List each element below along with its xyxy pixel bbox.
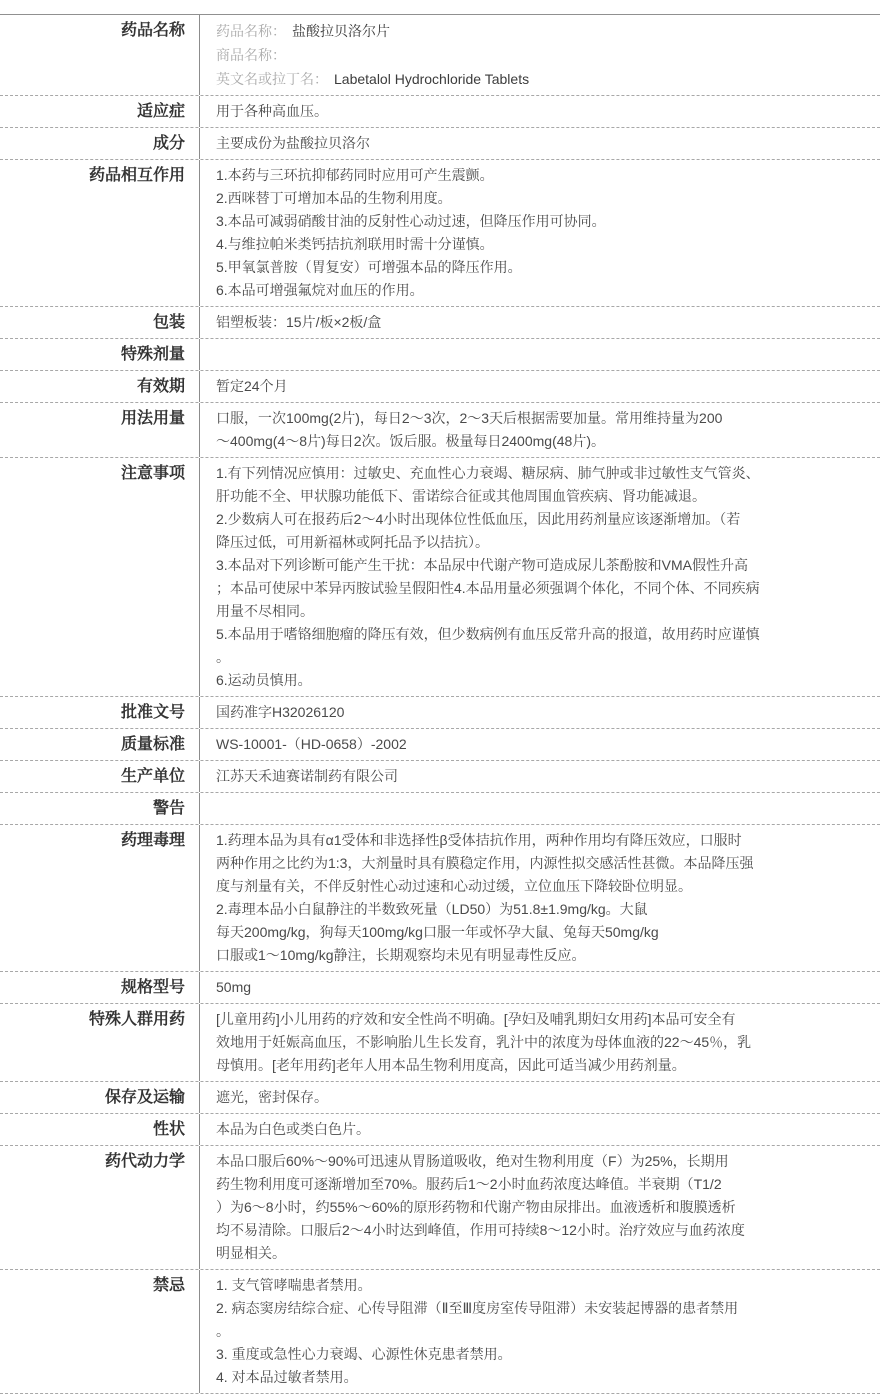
content-line: 药生物利用度可逐渐增加至70%。服药后1～2小时血药浓度达峰值。半衰期（T1/2	[216, 1176, 722, 1192]
content-line: 3.本品对下列诊断可能产生干扰：本品尿中代谢产物可造成尿儿茶酚胺和VMA假性升高	[216, 557, 749, 573]
row-content-specification	[200, 972, 880, 1003]
row-label-manufacturer: 生产单位	[0, 761, 200, 792]
row-content-description	[200, 1114, 880, 1145]
content-line: 降压过低，可用新福林或阿托品予以拮抗）。	[216, 534, 489, 550]
content-line: 效地用于妊娠高血压，不影响胎儿生长发育，乳汁中的浓度为母体血液的22～45％，乳	[216, 1034, 752, 1050]
content-line: 4. 对本品过敏者禁用。	[216, 1369, 358, 1385]
row-label-pharmacokinetics: 药代动力学	[0, 1146, 200, 1269]
content-line: 用于各种高血压。	[216, 103, 328, 119]
table-row-manufacturer	[0, 761, 880, 793]
content-line: 50mg	[216, 979, 252, 995]
row-label-quality-standard: 质量标准	[0, 729, 200, 760]
table-row-storage-transport	[0, 1082, 880, 1114]
table-row-contraindications	[0, 1270, 880, 1394]
content-line: 1.有下列情况应慎用：过敏史、充血性心力衰竭、糖尿病、肺气肿或非过敏性支气管炎、	[216, 465, 760, 481]
content-line: 2.毒理本品小白鼠静注的半数致死量（LD50）为51.8±1.9mg/kg。大鼠	[216, 901, 648, 917]
table-row-interactions	[0, 160, 880, 307]
row-content-dosage-usage	[200, 403, 880, 457]
field-name: 商品名称：	[216, 47, 286, 63]
table-row-indications	[0, 96, 880, 128]
content-line: ～400mg(4～8片)每日2次。饭后服。极量每日2400mg(48片)。	[216, 433, 605, 449]
row-content-pharmacology-toxicology	[200, 825, 880, 971]
row-label-indications: 适应症	[0, 96, 200, 127]
content-line: 母慎用。[老年用药]老年人用本品生物利用度高，因此可适当减少用药剂量。	[216, 1057, 686, 1073]
row-content-shelf-life	[200, 371, 880, 402]
content-line: 5.甲氧氯普胺（胃复安）可增强本品的降压作用。	[216, 259, 522, 275]
content-line: 明显相关。	[216, 1245, 286, 1261]
content-line: 口服或1～10mg/kg静注，长期观察均未见有明显毒性反应。	[216, 947, 586, 963]
content-line: 。	[216, 649, 230, 665]
field-value: Labetalol Hydrochloride Tablets	[334, 71, 530, 87]
row-label-warning: 警告	[0, 793, 200, 824]
row-label-pharmacology-toxicology: 药理毒理	[0, 825, 200, 971]
row-label-shelf-life: 有效期	[0, 371, 200, 402]
table-row-ingredients	[0, 128, 880, 160]
row-label-precautions: 注意事项	[0, 458, 200, 696]
row-content-special-dosage	[200, 339, 880, 362]
content-line: 肝功能不全、甲状腺功能低下、雷诺综合征或其他周围血管疾病、肾功能减退。	[216, 488, 706, 504]
row-label-packaging: 包装	[0, 307, 200, 338]
table-row-precautions	[0, 458, 880, 697]
row-label-description: 性状	[0, 1114, 200, 1145]
row-label-special-populations: 特殊人群用药	[0, 1004, 200, 1081]
table-row-pharmacokinetics	[0, 1146, 880, 1270]
table-row-quality-standard	[0, 729, 880, 761]
table-row-packaging	[0, 307, 880, 339]
row-content-drug-name	[200, 15, 880, 95]
content-line: 铝塑板装：15片/板×2板/盒	[216, 314, 382, 330]
table-row-description	[0, 1114, 880, 1146]
content-line: WS-10001-（HD-0658）-2002	[216, 736, 407, 752]
content-line: 3. 重度或急性心力衰竭、心源性休克患者禁用。	[216, 1346, 512, 1362]
row-label-interactions: 药品相互作用	[0, 160, 200, 306]
row-content-quality-standard	[200, 729, 880, 760]
content-line: 2. 病态窦房结综合症、心传导阻滞（Ⅱ至Ⅲ度房室传导阻滞）未安装起博器的患者禁用	[216, 1300, 739, 1316]
row-content-manufacturer	[200, 761, 880, 792]
content-line: 2.西咪替丁可增加本品的生物利用度。	[216, 190, 452, 206]
row-label-special-dosage: 特殊剂量	[0, 339, 200, 370]
content-line: 用量不尽相同。	[216, 603, 314, 619]
row-content-indications	[200, 96, 880, 127]
row-label-dosage-usage: 用法用量	[0, 403, 200, 457]
content-line: 国药准字H32026120	[216, 704, 345, 720]
content-line: 3.本品可减弱硝酸甘油的反射性心动过速，但降压作用可协同。	[216, 213, 606, 229]
content-line: 本品为白色或类白色片。	[216, 1121, 370, 1137]
content-line: 5.本品用于嗜铬细胞瘤的降压有效，但少数病例有血压反常升高的报道，故用药时应谨慎	[216, 626, 760, 642]
row-content-pharmacokinetics	[200, 1146, 880, 1269]
content-line: 主要成份为盐酸拉贝洛尔	[216, 135, 370, 151]
content-line: 口服，一次100mg(2片)，每日2～3次，2～3天后根据需要加量。常用维持量为200	[216, 410, 723, 426]
content-line: 两种作用之比约为1:3，大剂量时具有膜稳定作用，内源性拟交感活性甚微。本品降压强	[216, 855, 754, 871]
row-label-storage-transport: 保存及运输	[0, 1082, 200, 1113]
table-row-special-dosage	[0, 339, 880, 371]
content-line: 江苏天禾迪赛诺制药有限公司	[216, 768, 398, 784]
table-row-warning	[0, 793, 880, 825]
table-row-pharmacology-toxicology	[0, 825, 880, 972]
field-value: 盐酸拉贝洛尔片	[292, 23, 390, 39]
row-content-contraindications	[200, 1270, 880, 1393]
table-row-shelf-life	[0, 371, 880, 403]
row-content-warning	[200, 793, 880, 816]
content-line: ；本品可使尿中苯异丙胺试验呈假阳性4.本品用量必须强调个体化，不同个体、不同疾病	[216, 580, 760, 596]
table-row-dosage-usage	[0, 403, 880, 458]
row-label-contraindications: 禁忌	[0, 1270, 200, 1393]
table-row-drug-name	[0, 15, 880, 96]
row-content-precautions	[200, 458, 880, 696]
field-name: 药品名称：	[216, 23, 286, 39]
table-row-specification	[0, 972, 880, 1004]
field-name: 英文名或拉丁名：	[216, 71, 328, 87]
content-line: 6.运动员慎用。	[216, 672, 312, 688]
content-line: 每天200mg/kg，狗每天100mg/kg口服一年或怀孕大鼠、兔每天50mg/kg	[216, 924, 659, 940]
content-line: 暂定24个月	[216, 378, 288, 394]
content-line: 遮光，密封保存。	[216, 1089, 328, 1105]
content-line: 4.与维拉帕米类钙拮抗剂联用时需十分谨慎。	[216, 236, 494, 252]
row-content-special-populations	[200, 1004, 880, 1081]
content-line: 。	[216, 1323, 230, 1339]
table-row-special-populations	[0, 1004, 880, 1082]
row-content-packaging	[200, 307, 880, 338]
row-content-ingredients	[200, 128, 880, 159]
table-row-approval-number	[0, 697, 880, 729]
content-line: 6.本品可增强氟烷对血压的作用。	[216, 282, 424, 298]
row-label-specification: 规格型号	[0, 972, 200, 1003]
row-content-approval-number	[200, 697, 880, 728]
row-content-storage-transport	[200, 1082, 880, 1113]
field-line	[216, 43, 856, 67]
content-line: 本品口服后60%～90%可迅速从胃肠道吸收，绝对生物利用度（F）为25%，长期用	[216, 1153, 729, 1169]
content-line: 2.少数病人可在报药后2～4小时出现体位性低血压，因此用药剂量应该逐渐增加。（若	[216, 511, 741, 527]
content-line: 1.本药与三环抗抑郁药同时应用可产生震颤。	[216, 167, 494, 183]
content-line: [儿童用药]小儿用药的疗效和安全性尚不明确。[孕妇及哺乳期妇女用药]本品可安全有	[216, 1011, 736, 1027]
row-content-interactions	[200, 160, 880, 306]
row-label-ingredients: 成分	[0, 128, 200, 159]
content-line: ）为6～8小时，约55%～60%的原形药物和代谢产物由尿排出。血液透析和腹膜透析	[216, 1199, 736, 1215]
drug-info-table	[0, 14, 880, 1394]
field-line	[216, 19, 856, 43]
row-label-drug-name: 药品名称	[0, 15, 200, 95]
content-line: 1.药理本品为具有α1受体和非选择性β受体拮抗作用，两种作用均有降压效应，口服时	[216, 832, 742, 848]
content-line: 1. 支气管哮喘患者禁用。	[216, 1277, 372, 1293]
content-line: 度与剂量有关，不伴反射性心动过速和心动过缓，立位血压下降较卧位明显。	[216, 878, 692, 894]
row-label-approval-number: 批准文号	[0, 697, 200, 728]
content-line: 均不易清除。口服后2～4小时达到峰值，作用可持续8～12小时。治疗效应与血药浓度	[216, 1222, 745, 1238]
field-line	[216, 67, 856, 91]
